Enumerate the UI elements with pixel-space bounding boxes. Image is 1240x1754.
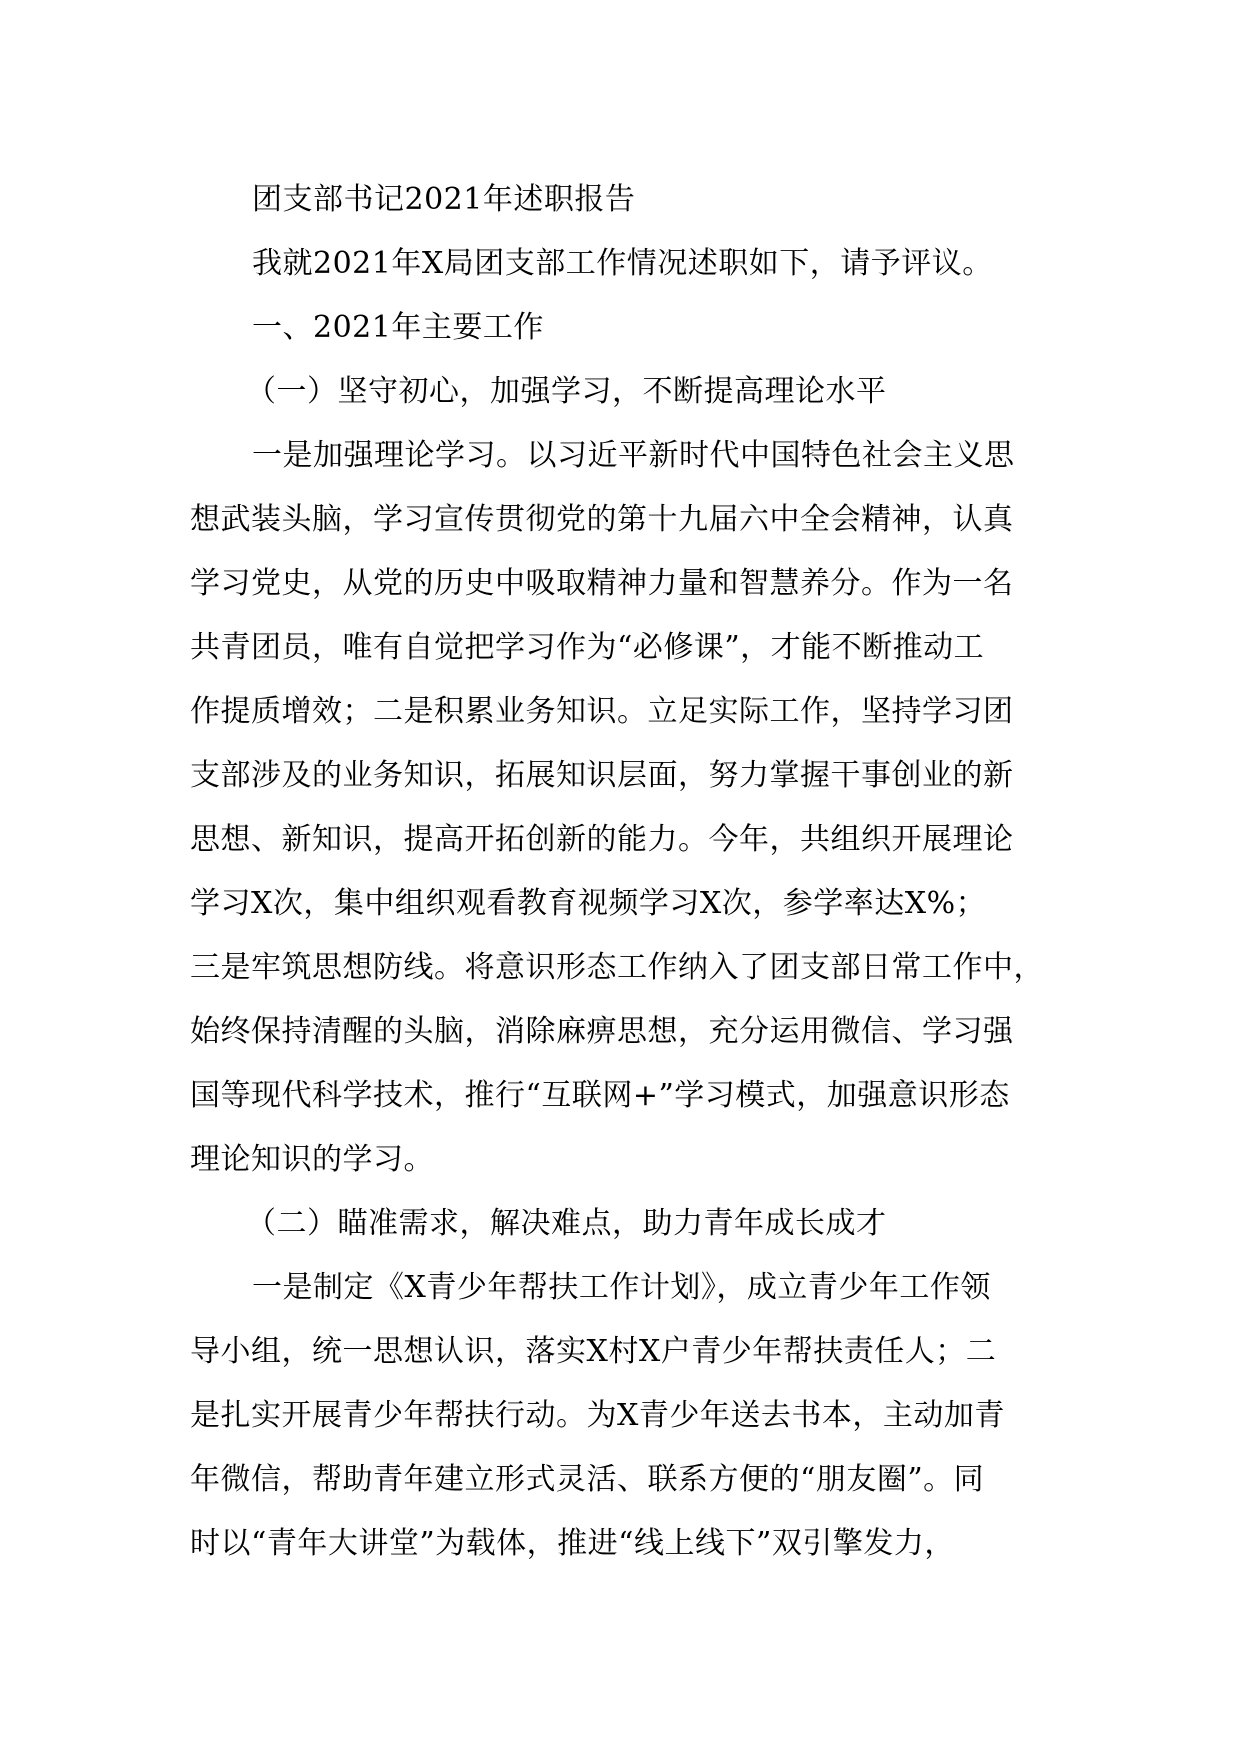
paragraph-line: 年微信，帮助青年建立形式灵活、联系方便的“朋友圈”。同 [190, 1462, 985, 1497]
paragraph-line: 时以“青年大讲堂”为载体，推进“线上线下”双引擎发力， [190, 1526, 955, 1561]
document-title: 团支部书记2021年述职报告 [252, 182, 636, 217]
subsection-heading-2: （二）瞄准需求，解决难点，助力青年成长成才 [246, 1206, 887, 1241]
subsection-heading-1: （一）坚守初心，加强学习，不断提高理论水平 [246, 374, 887, 409]
paragraph-2 [190, 1256, 1050, 1576]
paragraph-line: 思想、新知识，提高开拓创新的能力。今年，共组织开展理论 [190, 822, 1014, 857]
paragraph-line: 作提质增效；二是积累业务知识。立足实际工作，坚持学习团 [190, 694, 1014, 729]
paragraph-line: 三是牢筑思想防线。将意识形态工作纳入了团支部日常工作中， [190, 950, 1044, 985]
paragraph-line: 国等现代科学技术，推行“互联网+”学习模式，加强意识形态 [190, 1078, 1010, 1113]
paragraph-line: 一是加强理论学习。以习近平新时代中国特色社会主义思 [252, 438, 1015, 473]
paragraph-line: 一是制定《X青少年帮扶工作计划》，成立青少年工作领 [252, 1270, 991, 1305]
paragraph-line: 学习X次，集中组织观看教育视频学习X次，参学率达X%； [190, 886, 987, 921]
paragraph-line: 支部涉及的业务知识，拓展知识层面，努力掌握干事创业的新 [190, 758, 1014, 793]
section-heading-1: 一、2021年主要工作 [252, 310, 544, 345]
paragraph-line: 学习党史，从党的历史中吸取精神力量和智慧养分。作为一名 [190, 566, 1014, 601]
paragraph-line: 理论知识的学习。 [190, 1142, 434, 1177]
paragraph-line: 是扎实开展青少年帮扶行动。为X青少年送去书本，主动加青 [190, 1398, 1005, 1433]
paragraph-1 [190, 424, 1050, 1192]
document-body [190, 168, 1050, 1576]
paragraph-line: 始终保持清醒的头脑，消除麻痹思想，充分运用微信、学习强 [190, 1014, 1014, 1049]
paragraph-line: 想武装头脑，学习宣传贯彻党的第十九届六中全会精神，认真 [190, 502, 1014, 537]
paragraph-line: 共青团员，唯有自觉把学习作为“必修课”，才能不断推动工 [190, 630, 985, 665]
paragraph-line: 导小组，统一思想认识，落实X村X户青少年帮扶责任人；二 [190, 1334, 997, 1369]
intro-paragraph: 我就2021年X局团支部工作情况述职如下，请予评议。 [252, 246, 993, 281]
